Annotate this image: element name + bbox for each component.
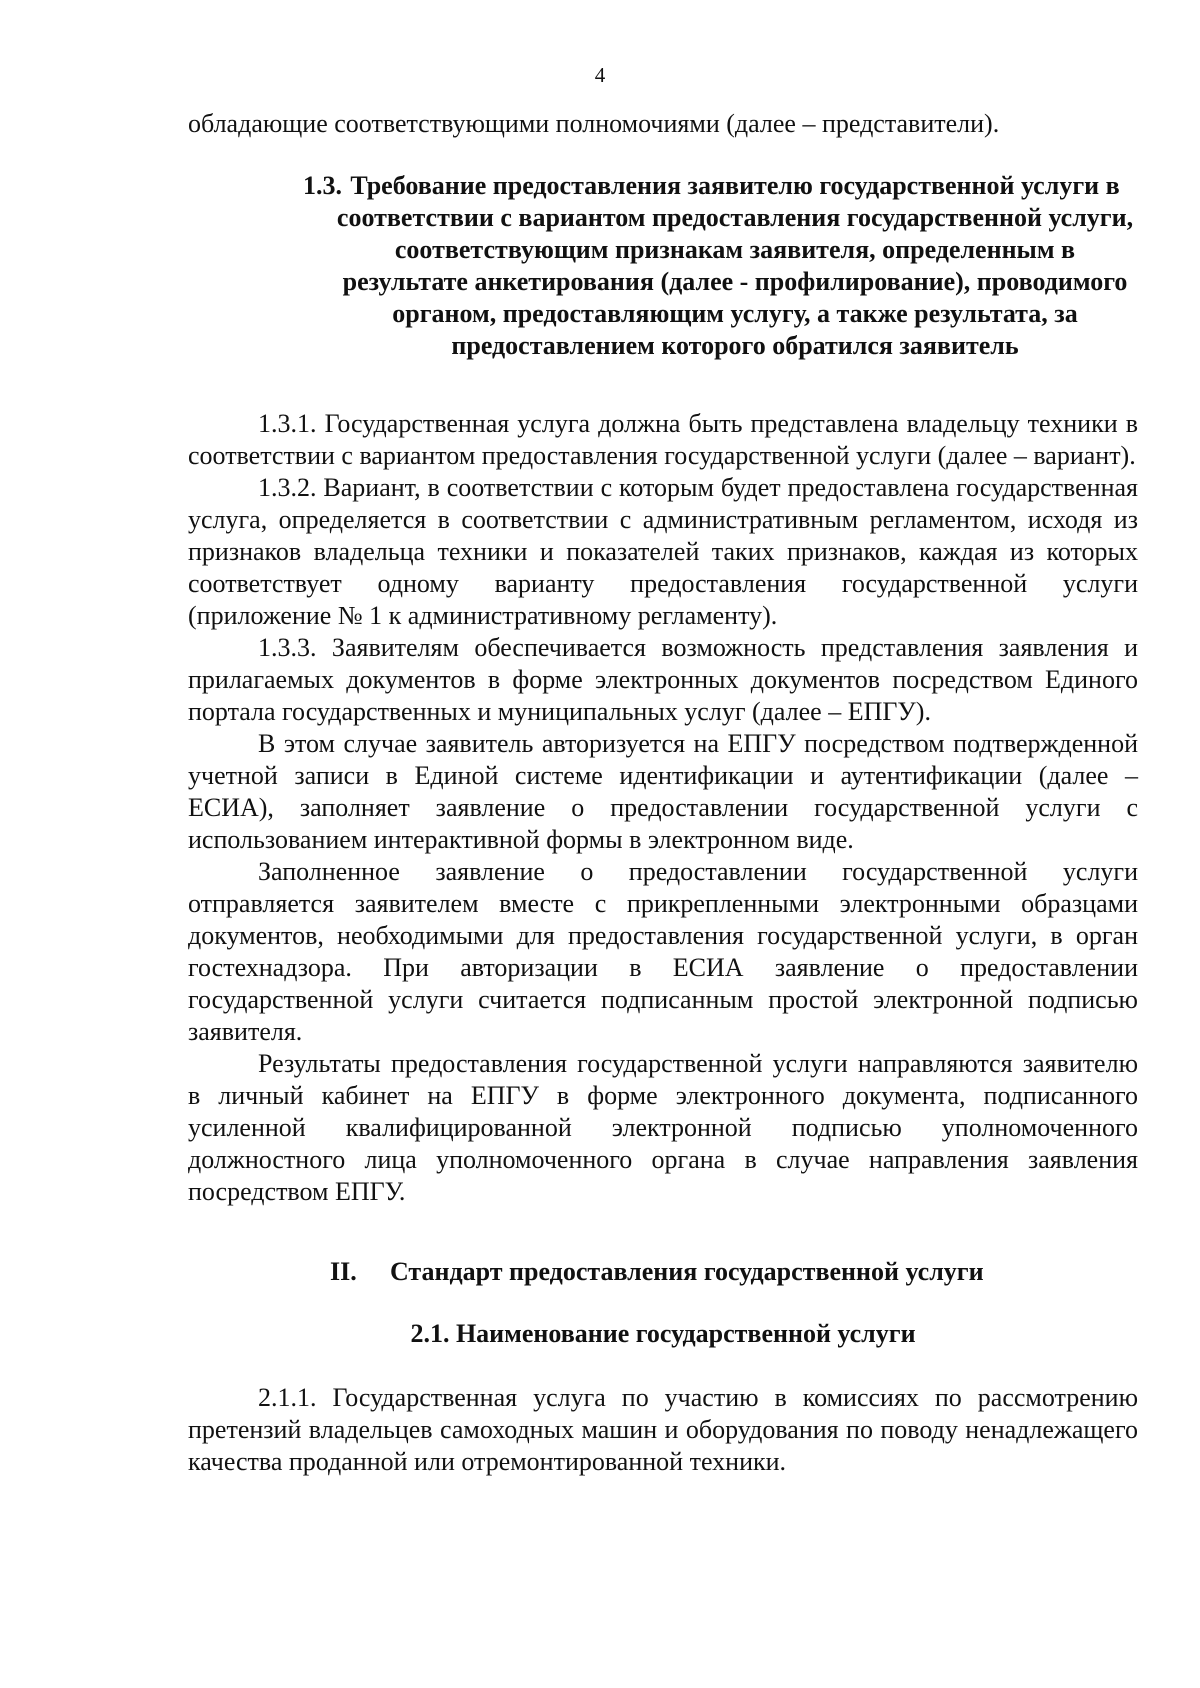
paragraph-1-3-1: 1.3.1. Государственная услуга должна быть представлена владельцу техники в соответствии с вариантом предоставления государственной услуги (далее – вариант). — [188, 409, 1138, 470]
page-number: 4 — [594, 63, 606, 87]
section-2-number: II. — [330, 1257, 357, 1286]
section-1-3-body — [188, 408, 1138, 1208]
section-1-3-number: 1.3. — [303, 171, 342, 200]
paragraph-1-3-3: 1.3.3. Заявителям обеспечивается возможность представления заявления и прилагаемых документов в форме электронных документов посредством Единого портала государственных и муниципальных услуг (далее – ЕПГУ). — [188, 633, 1138, 726]
section-2-1-title: 2.1. Наименование государственной услуги — [410, 1319, 916, 1348]
paragraph-esia-auth: В этом случае заявитель авторизуется на ЕПГУ посредством подтвержденной учетной записи в Единой системе идентификации и аутентификации (далее – ЕСИА), заполняет заявление о предоставлении государственной услуги с использованием интерактивной формы в электронном виде. — [188, 729, 1138, 854]
section-2-1-body — [188, 1382, 1138, 1478]
paragraph-results: Результаты предоставления государственной услуги направляются заявителю в личный кабинет на ЕПГУ в форме электронного документа, подписанного усиленной квалифицированной электронной подписью уполномоченного должностного лица уполномоченного органа в случае направления заявления посредством ЕПГУ. — [188, 1049, 1138, 1206]
paragraph-filled-application: Заполненное заявление о предоставлении государственной услуги отправляется заявителем вместе с прикрепленными электронными образцами документов, необходимыми для предоставления государственной услуги, в орган гостехнадзора. При авторизации в ЕСИА заявление о предоставлении государственной услуги считается подписанным простой электронной подписью заявителя. — [188, 857, 1138, 1046]
intro-paragraph — [188, 108, 1138, 140]
section-1-3-title: Требование предоставления заявителю государственной услуги в соответствии с вариантом предоставления государственной услуги, соответствующим признакам заявителя, определенным в результате анкетирования (далее - профилирование), проводимого органом, предоставляющим услугу, а также результата, за предоставлением которого обратился заявитель — [336, 171, 1134, 360]
paragraph-1-3-2: 1.3.2. Вариант, в соответствии с которым будет предоставлена государственная услуга, определяется в соответствии с административным регламентом, исходя из признаков владельца техники и показателей таких признаков, каждая из которых соответствует одному варианту предоставления государственной услуги (приложение № 1 к административному регламенту). — [188, 473, 1138, 630]
section-2-title: Стандарт предоставления государственной услуги — [390, 1257, 984, 1286]
intro-line: обладающие соответствующими полномочиями (далее – представители). — [188, 109, 1000, 138]
paragraph-2-1-1: 2.1.1. Государственная услуга по участию в комиссиях по рассмотрению претензий владельцев самоходных машин и оборудования по поводу ненадлежащего качества проданной или отремонтированной техники. — [188, 1383, 1138, 1476]
